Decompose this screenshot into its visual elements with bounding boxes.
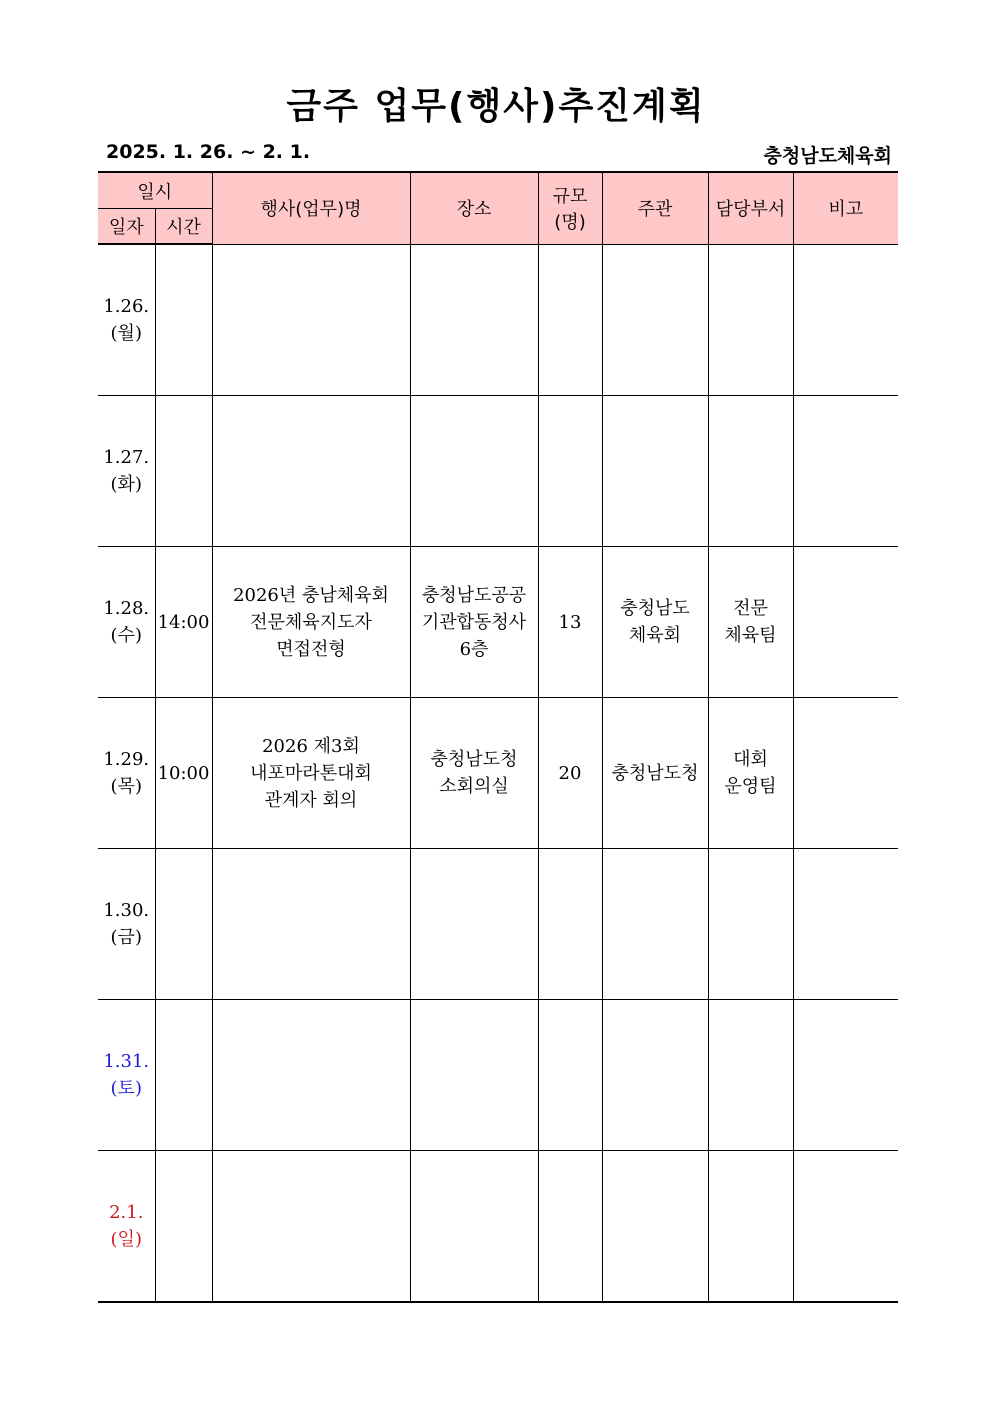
date-value: 1.30. [103, 900, 150, 921]
event-cell [212, 396, 410, 547]
date-value: 2.1. [109, 1202, 144, 1223]
time-cell [155, 244, 212, 396]
scale-cell [538, 1000, 602, 1151]
dept-cell [708, 396, 793, 547]
date-value: 1.26. [103, 296, 150, 317]
host-cell [602, 396, 708, 547]
note-cell [793, 547, 898, 698]
time-cell [155, 1151, 212, 1303]
dept-cell [708, 698, 793, 849]
weekly-plan-table [98, 171, 898, 1303]
place-line: 소회의실 [439, 776, 509, 797]
header-datetime: 일시 [98, 172, 212, 209]
place-cell [410, 698, 538, 849]
event-line: 내포마라톤대회 [250, 762, 372, 784]
date-cell [98, 849, 155, 1000]
table-row [98, 1000, 898, 1151]
place-line: 충청남도청 [430, 749, 518, 770]
table-row [98, 547, 898, 698]
event-line: 2026 제3회 [262, 735, 360, 757]
date-cell [98, 244, 155, 396]
note-cell [793, 1000, 898, 1151]
date-cell [98, 396, 155, 547]
header-event: 행사(업무)명 [212, 172, 410, 244]
date-value: 1.29. [103, 749, 150, 770]
place-cell [410, 1151, 538, 1303]
host-line: 충청남도 [620, 598, 690, 619]
header-dept: 담당부서 [708, 172, 793, 244]
table-row [98, 396, 898, 547]
host-line: 체육회 [628, 625, 682, 646]
scale-cell: 20 [538, 698, 602, 849]
date-cell [98, 547, 155, 698]
header-scale-line2: (명) [554, 212, 586, 234]
page-title: 금주 업무(행사)추진계획 [286, 86, 706, 127]
event-line: 면접전형 [276, 638, 346, 660]
event-line: 관계자 회의 [264, 789, 358, 811]
date-value: 1.31. [103, 1051, 150, 1072]
report-period: 2025. 1. 26. ~ 2. 1. [106, 141, 311, 163]
event-cell [212, 698, 410, 849]
scale-cell [538, 244, 602, 396]
note-cell [793, 396, 898, 547]
header-time: 시간 [155, 209, 212, 245]
host-cell [602, 698, 708, 849]
host-cell [602, 1000, 708, 1151]
scale-cell [538, 1151, 602, 1303]
date-value: 1.28. [103, 598, 150, 619]
time-cell [155, 396, 212, 547]
note-cell [793, 698, 898, 849]
place-cell [410, 244, 538, 396]
event-cell [212, 849, 410, 1000]
header-scale-line1: 규모 [552, 186, 588, 208]
note-cell [793, 244, 898, 396]
note-cell [793, 849, 898, 1000]
dept-line: 전문 [733, 598, 768, 619]
date-cell [98, 1000, 155, 1151]
date-cell [98, 1151, 155, 1303]
table-row [98, 849, 898, 1000]
table-row [98, 1151, 898, 1303]
day-of-week: (수) [110, 625, 142, 646]
day-of-week: (월) [110, 323, 142, 344]
host-cell [602, 849, 708, 1000]
time-cell: 10:00 [155, 698, 212, 849]
dept-cell [708, 244, 793, 396]
day-of-week: (화) [110, 474, 142, 495]
dept-line: 운영팀 [724, 776, 777, 797]
time-cell: 14:00 [155, 547, 212, 698]
event-line: 전문체육지도자 [250, 611, 372, 633]
place-cell [410, 849, 538, 1000]
dept-cell [708, 849, 793, 1000]
table-row [98, 244, 898, 396]
host-cell [602, 547, 708, 698]
note-cell [793, 1151, 898, 1303]
place-cell [410, 396, 538, 547]
dept-line: 체육팀 [724, 625, 777, 646]
dept-line: 대회 [733, 749, 768, 770]
scale-cell: 13 [538, 547, 602, 698]
header-host: 주관 [602, 172, 708, 244]
dept-cell [708, 547, 793, 698]
scale-cell [538, 849, 602, 1000]
place-cell [410, 1000, 538, 1151]
host-cell [602, 244, 708, 396]
date-value: 1.27. [103, 447, 150, 468]
scale-cell [538, 396, 602, 547]
place-line: 6층 [459, 638, 489, 660]
host-cell [602, 1151, 708, 1303]
host-line: 충청남도청 [611, 762, 699, 784]
event-cell [212, 1000, 410, 1151]
place-line: 기관합동청사 [421, 611, 527, 633]
header-note: 비고 [793, 172, 898, 244]
organization-name: 충청남도체육회 [763, 145, 892, 167]
table-row [98, 698, 898, 849]
event-cell [212, 244, 410, 396]
day-of-week: (토) [110, 1078, 142, 1099]
day-of-week: (금) [110, 927, 142, 948]
time-cell [155, 849, 212, 1000]
day-of-week: (일) [110, 1229, 142, 1250]
header-scale [538, 172, 602, 244]
event-line: 2026년 충남체육회 [233, 584, 389, 606]
place-line: 충청남도공공 [421, 584, 527, 606]
dept-cell [708, 1151, 793, 1303]
date-cell [98, 698, 155, 849]
time-cell [155, 1000, 212, 1151]
event-cell [212, 1151, 410, 1303]
header-place: 장소 [410, 172, 538, 244]
day-of-week: (목) [110, 776, 142, 797]
place-cell [410, 547, 538, 698]
event-cell [212, 547, 410, 698]
header-date: 일자 [98, 209, 155, 245]
dept-cell [708, 1000, 793, 1151]
